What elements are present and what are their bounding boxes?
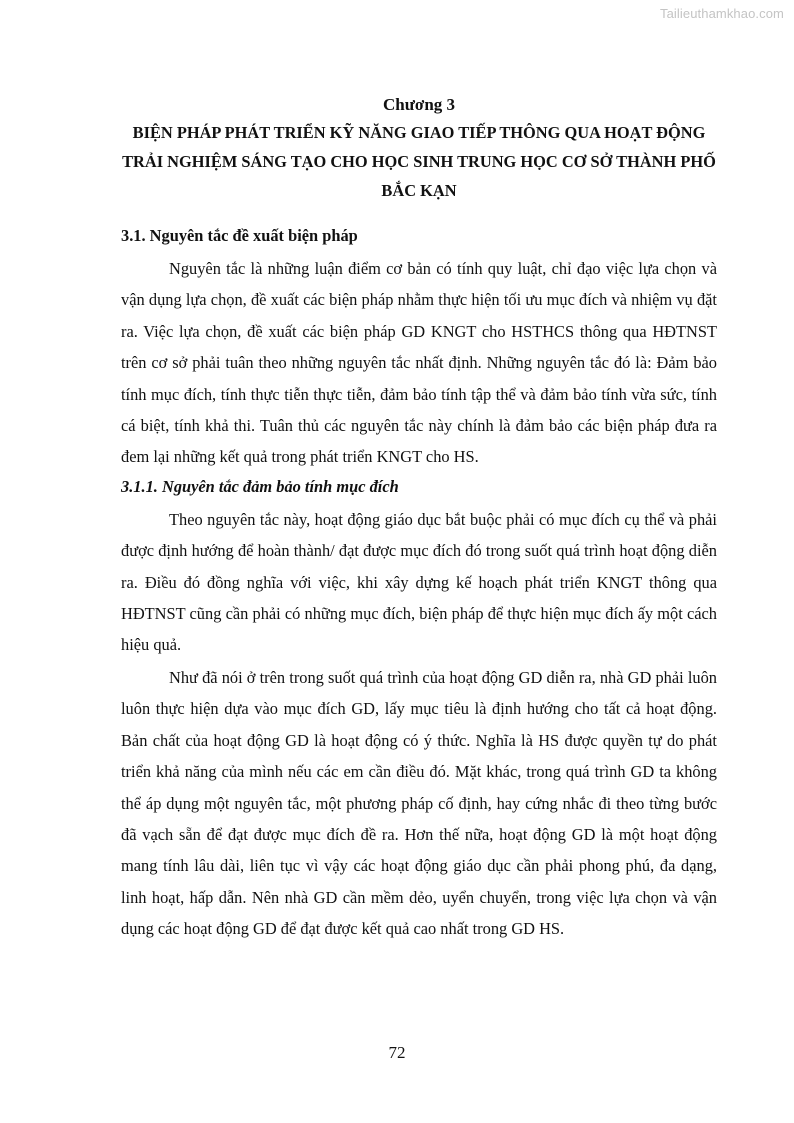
- paragraph: Theo nguyên tắc này, hoạt động giáo dục bắt buộc phải có mục đích cụ thể và phải được định hướng để hoàn thành/ đạt được mục đích đó trong suốt quá trình hoạt động diễn ra. Điều đó đồng nghĩa với việc, khi xây dựng kế hoạch phát triển KNGT thông qua HĐTNST cũng cần phải có những mục đích, biện pháp để thực hiện mục đích ấy một cách hiệu quả.: [121, 509, 717, 655]
- subsection-heading: 3.1.1. Nguyên tắc đảm bảo tính mục đích: [121, 476, 399, 496]
- document-page: [121, 92, 717, 945]
- watermark: Tailieuthamkhao.com: [659, 6, 784, 21]
- paragraph: Nguyên tắc là những luận điểm cơ bản có tính quy luật, chỉ đạo việc lựa chọn và vận dụng lựa chọn, đề xuất các biện pháp nhằm thực hiện tối ưu mục đích và nhiệm vụ đặt ra. Việc lựa chọn, đề xuất các biện pháp GD KNGT cho HSTHCS thông qua HĐTNST trên cơ sở phải tuân theo những nguyên tắc nhất định. Những nguyên tắc đó là: Đảm bảo tính mục đích, tính thực tiễn thực tiễn, đảm bảo tính tập thể và đảm bảo tính vừa sức, tính cá biệt, tính khả thi. Tuân thủ các nguyên tắc này chính là đảm bảo các biện pháp đưa ra đem lại những kết quả trong phát triển KNGT cho HS.: [121, 259, 717, 467]
- paragraph: Như đã nói ở trên trong suốt quá trình của hoạt động GD diễn ra, nhà GD phải luôn luôn thực hiện dựa vào mục đích GD, lấy mục tiêu là định hướng cho tất cả hoạt động. Bản chất của hoạt động GD là hoạt động có ý thức. Nghĩa là HS được quyền tự do phát triển khả năng của mình nếu các em cần điều đó. Mặt khác, trong quá trình GD ta không thể áp dụng một nguyên tắc, một phương pháp cố định, hay cứng nhắc đi theo từng bước đã vạch sẵn để đạt được mục đích đề ra. Hơn thế nữa, hoạt động GD là một hoạt động mang tính lâu dài, liên tục vì vậy các hoạt động giáo dục cần phải phong phú, đa dạng, linh hoạt, hấp dẫn. Nên nhà GD cần mềm dẻo, uyển chuyển, trong việc lựa chọn và vận dụng các hoạt động GD để đạt được kết quả cao nhất trong GD HS.: [121, 667, 717, 939]
- chapter-title: BIỆN PHÁP PHÁT TRIỂN KỸ NĂNG GIAO TIẾP THÔNG QUA HOẠT ĐỘNG TRẢI NGHIỆM SÁNG TẠO CHO HỌC SINH TRUNG HỌC CƠ SỞ THÀNH PHỐ BẮC KẠN: [122, 123, 716, 200]
- page-number: 72: [388, 1043, 406, 1062]
- section-heading: 3.1. Nguyên tắc đề xuất biện pháp: [121, 226, 358, 245]
- chapter-number: Chương 3: [382, 95, 456, 114]
